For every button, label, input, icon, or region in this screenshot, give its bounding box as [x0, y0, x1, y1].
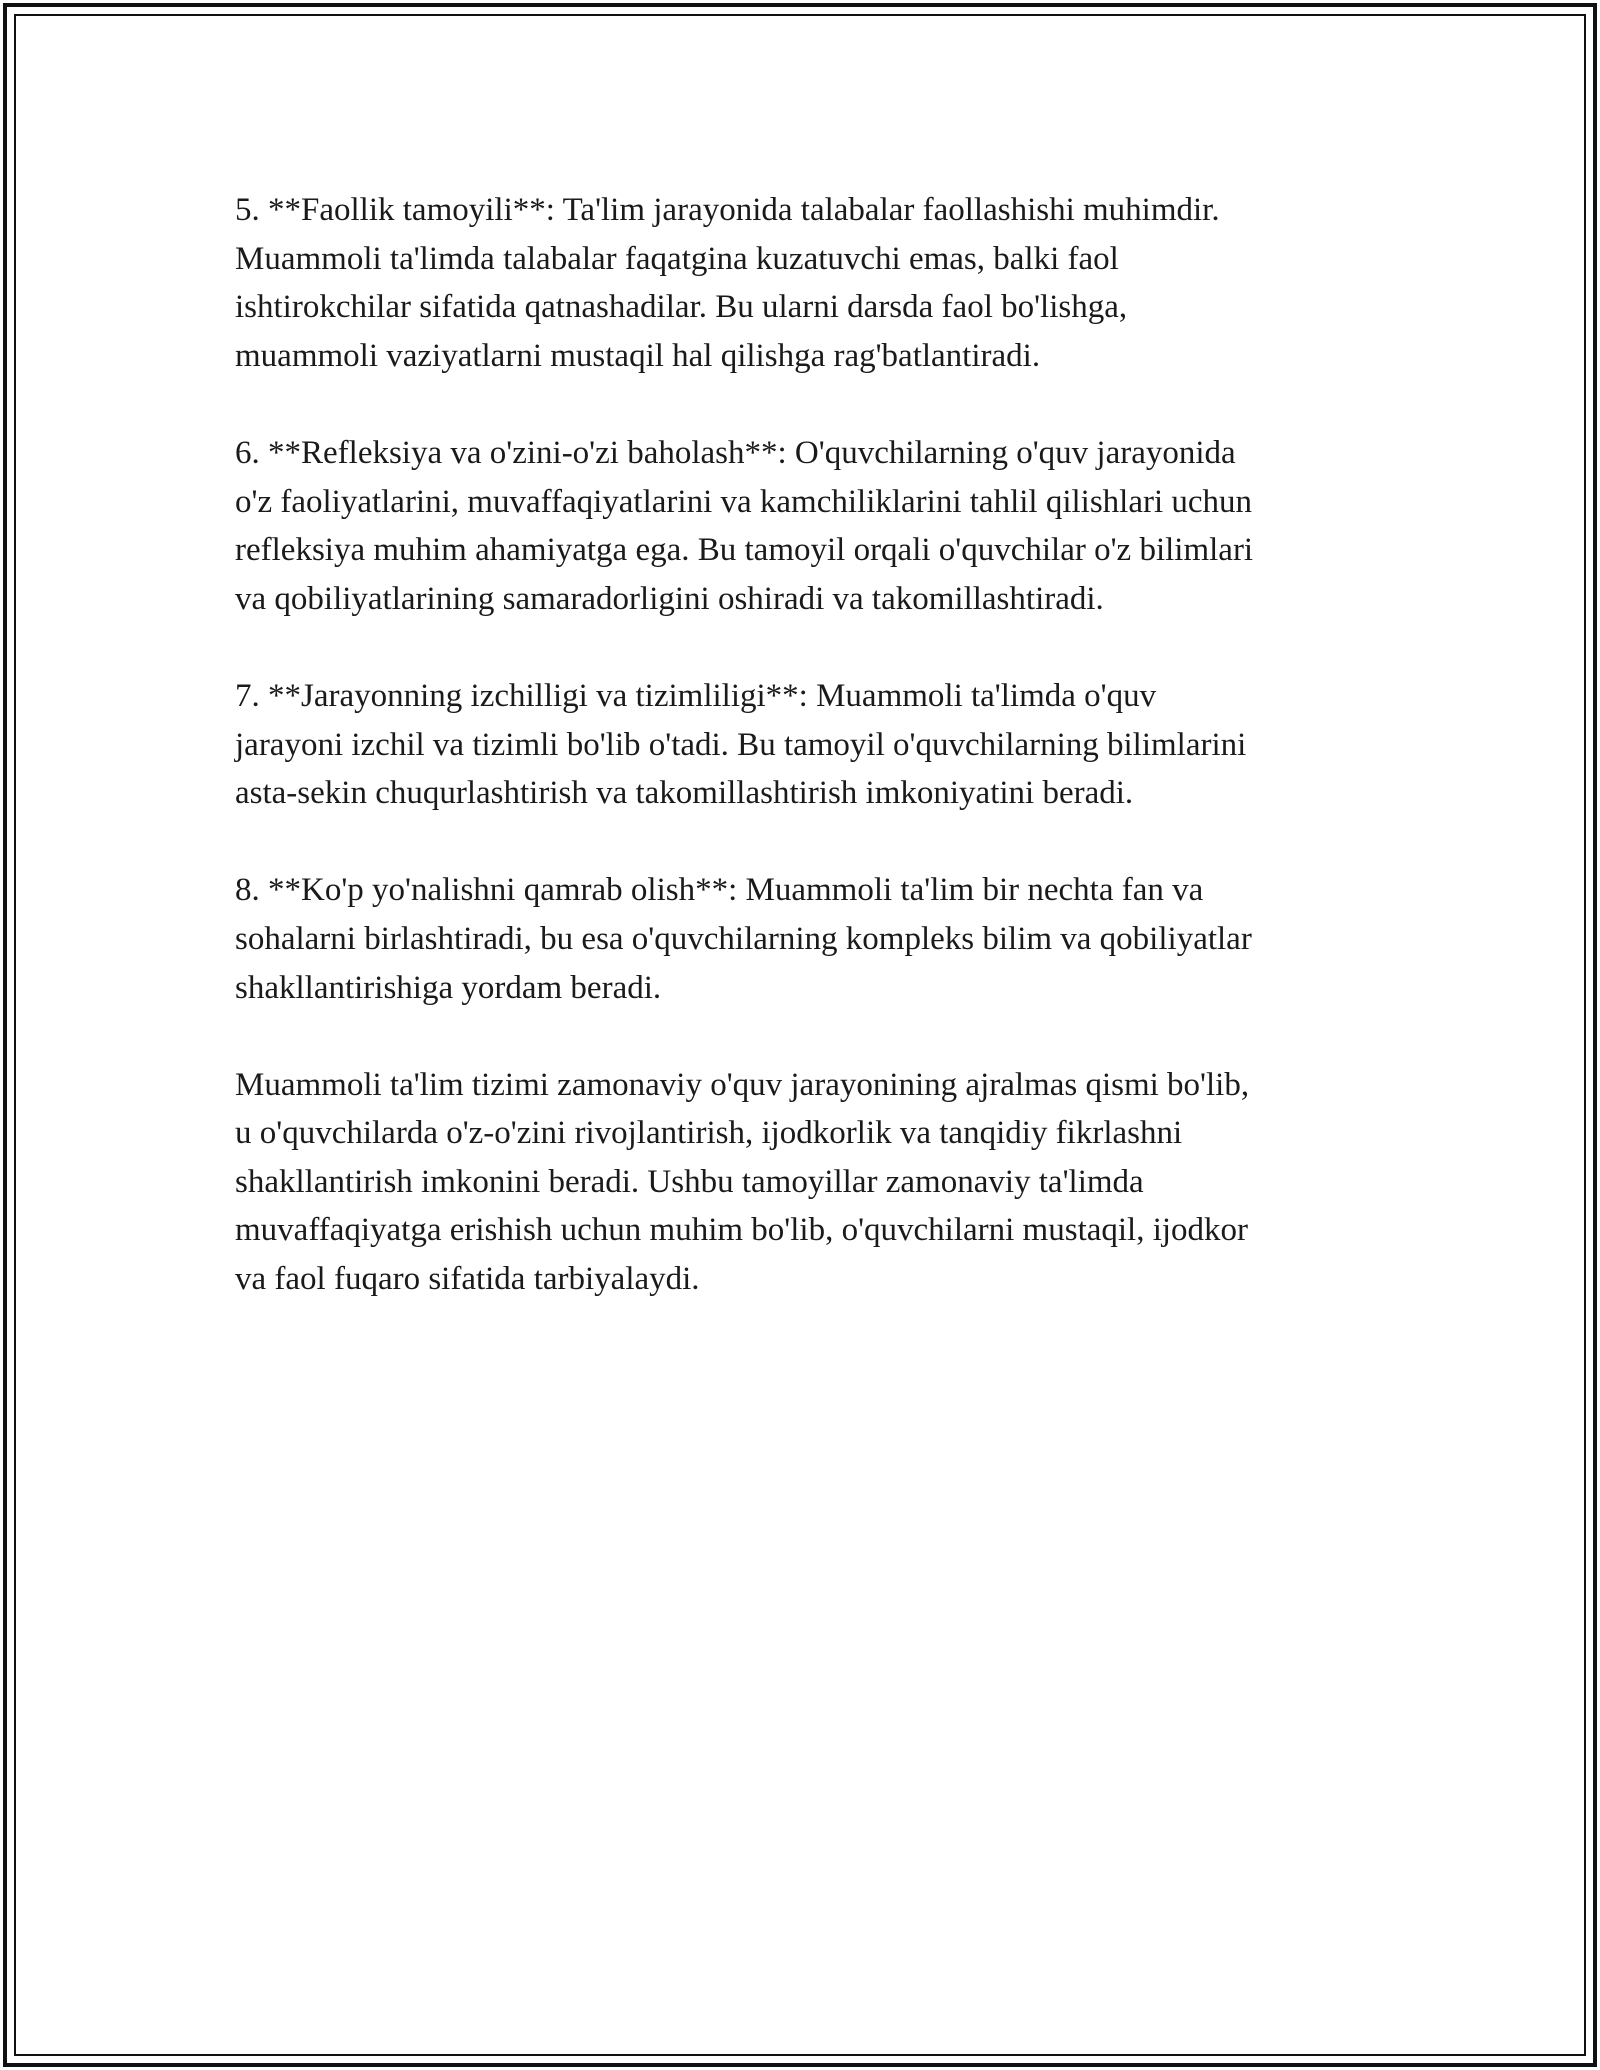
text-line: va qobiliyatlarining samaradorligini oshiradi va takomillashtiradi. — [235, 580, 1104, 617]
text-line: ishtirokchilar sifatida qatnashadilar. Bu ularni darsda faol bo'lishga, — [235, 289, 1128, 326]
text-line: va faol fuqaro sifatida tarbiyalaydi. — [235, 1261, 700, 1298]
text-line: jarayoni izchil va tizimli bo'lib o'tadi. Bu tamoyil o'quvchilarning bilimlarini — [235, 726, 1247, 763]
text-line: 8. **Ko'p yo'nalishni qamrab olish**: Muammoli ta'lim bir nechta fan va — [235, 872, 1204, 909]
paragraph-conclusion — [235, 1061, 1375, 1304]
text-line: muvaffaqiyatga erishish uchun muhim bo'lib, o'quvchilarni mustaqil, ijodkor — [235, 1212, 1249, 1249]
text-line: 5. **Faollik tamoyili**: Ta'lim jarayonida talabalar faollashishi muhimdir. — [235, 192, 1220, 228]
text-line: o'z faoliyatlarini, muvaffaqiyatlarini va kamchiliklarini tahlil qilishlari uchun — [235, 483, 1253, 520]
paragraph-kop-yonalish — [235, 866, 1375, 1012]
text-line: 6. **Refleksiya va o'zini-o'zi baholash**: O'quvchilarning o'quv jarayonida — [235, 434, 1236, 471]
text-line: Muammoli ta'limda talabalar faqatgina kuzatuvchi emas, balki faol — [235, 240, 1119, 277]
text-line: refleksiya muhim ahamiyatga ega. Bu tamoyil orqali o'quvchilar o'z bilimlari — [235, 532, 1254, 569]
text-line: asta-sekin chuqurlashtirish va takomillashtirish imkoniyatini beradi. — [235, 775, 1134, 812]
text-line: sohalarni birlashtiradi, bu esa o'quvchilarning kompleks bilim va qobiliyatlar — [235, 920, 1252, 957]
text-line: shakllantirish imkonini beradi. Ushbu tamoyillar zamonaviy ta'limda — [235, 1163, 1144, 1200]
paragraph-refleksiya — [235, 429, 1375, 623]
paragraph-izchillik — [235, 672, 1375, 818]
paragraph-faollik-tamoyili — [235, 186, 1375, 380]
text-line: Muammoli ta'lim tizimi zamonaviy o'quv jarayonining ajralmas qismi bo'lib, — [235, 1066, 1250, 1103]
text-line: muammoli vaziyatlarni mustaqil hal qilishga rag'batlantiradi. — [235, 337, 1041, 374]
document-body — [235, 186, 1375, 1352]
text-line: 7. **Jarayonning izchilligi va tizimliligi**: Muammoli ta'limda o'quv — [235, 677, 1157, 714]
text-line: shakllantirishiga yordam beradi. — [235, 969, 662, 1006]
text-line: u o'quvchilarda o'z-o'zini rivojlantirish, ijodkorlik va tanqidiy fikrlashni — [235, 1115, 1183, 1152]
